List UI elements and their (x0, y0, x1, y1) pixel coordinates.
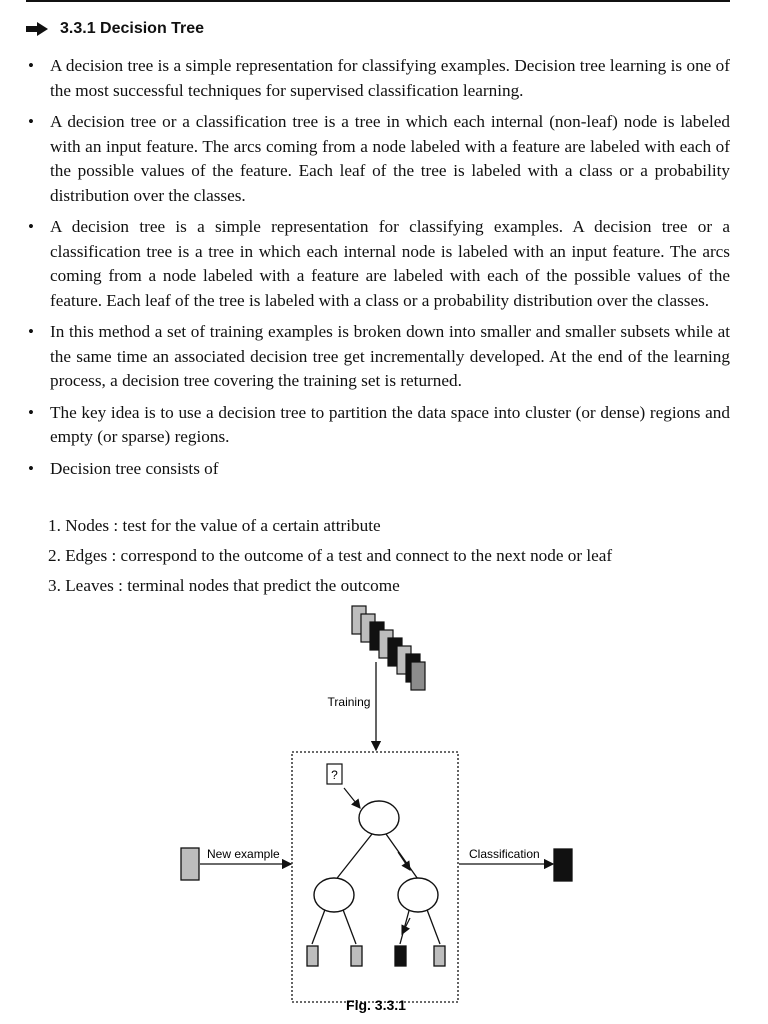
arrow-icon (26, 22, 48, 36)
bullet-list (26, 54, 730, 488)
bullet-item: • A decision tree or a classification tree is a tree in which each internal (non-leaf) node is labeled with an input feature. The arcs coming from a node labeled with a feature are labeled with each of the possible values of the feature. Each leaf of the tree is labeled with a class or a probability distribution over the classes. (28, 112, 730, 205)
training-label: Training (327, 695, 371, 709)
classification-output (554, 849, 572, 881)
section-heading (26, 20, 204, 38)
tree-right-node (398, 878, 438, 912)
tree-leaves (307, 946, 445, 966)
section-title: 3.3.1 Decision Tree (60, 20, 205, 37)
query-mark: ? (331, 768, 338, 782)
bullet-item: • The key idea is to use a decision tree to partition the data space into cluster (or dense) regions and empty (or sparse) regions. (28, 402, 730, 446)
tree-root-node (359, 801, 399, 835)
classification-label: Classification (469, 847, 540, 861)
numbered-item-edges: 2. Edges : correspond to the outcome of a test and connect to the next node or leaf (48, 546, 613, 565)
tree-left-node (314, 878, 354, 912)
top-rule (26, 0, 730, 2)
bullet-item: • Decision tree consists of (28, 458, 219, 478)
training-examples-stack (352, 606, 425, 690)
new-example-box (181, 848, 199, 880)
decision-tree-figure (0, 600, 768, 1024)
numbered-list (48, 511, 612, 601)
query-arrow (344, 788, 360, 808)
path-arrow (398, 852, 410, 870)
bullet-item: • In this method a set of training examples is broken down into smaller and smaller subsets while at the same time an associated decision tree get incrementally developed. At the end of the learning process, a decision tree covering the training set is returned. (28, 322, 730, 390)
bullet-item: • A decision tree is a simple representation for classifying examples. A decision tree or a classification tree is a tree in which each internal node is labeled with an input feature. The arcs coming from a node labeled with a feature are labeled with each of the possible values of the feature. Each leaf of the tree is labeled with a class or a probability distribution over the classes. (28, 217, 730, 310)
numbered-item-nodes: 1. Nodes : test for the value of a certain attribute (48, 516, 381, 535)
new-example-label: New example (207, 847, 280, 861)
figure-caption: Fig. 3.3.1 (346, 997, 406, 1013)
numbered-item-leaves: 3. Leaves : terminal nodes that predict the outcome (48, 576, 400, 595)
bullet-item: • A decision tree is a simple representation for classifying examples. Decision tree learning is one of the most successful techniques for supervised classification learning. (28, 56, 730, 100)
